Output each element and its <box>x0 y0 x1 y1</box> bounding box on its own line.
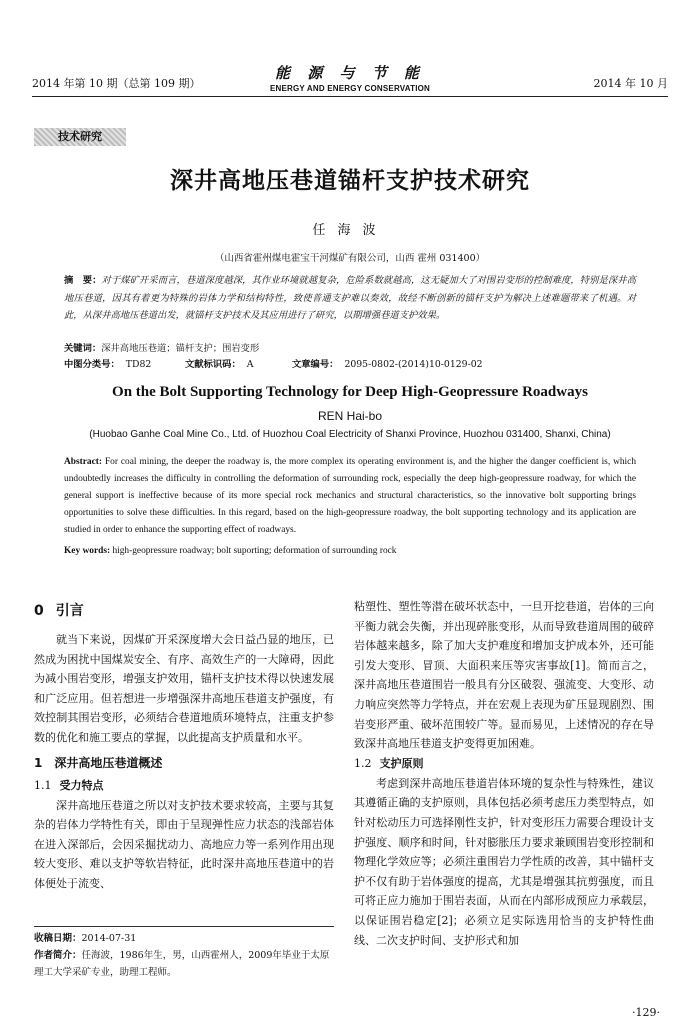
abstract-en-text: For coal mining, the deeper the roadway is, the more complex its operating environment is, and the higher the danger coefficient is, which undoubtedly increases the difficulty in controlling the deformation of surrounding rock, especially the deep high-geopressure roadway, for which the general support is ineffective because of its more special rock mechanics and structural characteristics, so the innovative bolt supporting brings opportunities to solve these difficulties. In this regard, based on the high-geopressure roadway, the bolt supporting technology and its application are studied in order to enhance the supporting effect of roadways. <box>64 457 637 535</box>
section-tag: 技术研究 <box>34 128 126 146</box>
author-bio-label: 作者简介： <box>34 950 82 961</box>
section-heading: 0 引言 <box>34 603 84 619</box>
footnote <box>34 930 334 981</box>
paper-title: 深井高地压巷道锚杆支护技术研究 <box>170 168 530 194</box>
clc-label: 中图分类号： <box>64 359 120 370</box>
abstract-cn-label: 摘 要： <box>64 275 102 286</box>
keywords-en-label: Key words: <box>64 546 111 556</box>
running-header <box>32 62 668 96</box>
paper-title-en: On the Bolt Supporting Technology for Deep High-Geopressure Roadways <box>112 384 588 400</box>
abstract-cn <box>64 272 636 325</box>
clc-value: TD82 <box>125 359 152 370</box>
keywords-cn-label: 关键词： <box>64 343 102 354</box>
section-heading: 1 深井高地压巷道概述 <box>34 755 163 770</box>
body-paragraph: 就当下来说，因煤矿开采深度增大会日益凸显的地压，已然成为困扰中国煤炭安全、有序、高效生产的一大障碍，因此为减小围岩变形，增强支护效用，锚杆支护技术得以快速发展和广泛应用。但若想进一步增强深井高地压巷道支护强度，有效控制其围岩变形，必须结合巷道地质环境特点，注重支护参数的优化和施工要点的掌握，以此提高支护质量和水平。 <box>34 633 334 744</box>
classification-meta <box>64 357 636 372</box>
footnote-rule <box>34 926 334 927</box>
received-label: 收稿日期： <box>34 933 82 944</box>
author-affiliation-en: (Huobao Ganhe Coal Mine Co., Ltd. of Huozhou Coal Electricity of Shanxi Province, Huozhou 031400, Shanxi, China) <box>89 429 611 440</box>
doc-code-value: A <box>246 359 254 370</box>
keywords-en-text: high-geopressure roadway; bolt suporting; deformation of surrounding rock <box>112 546 397 556</box>
body-paragraph: 考虑到深井高地压巷道岩体环境的复杂性与特殊性，建议其遵循正确的支护原则，具体包括必须考虑压力类型特点，如针对松动压力可选择刚性支护，针对变形压力需要合理设计支护强度、顺序和时间，针对膨胀压力要求兼顾围岩变形控制和物理化学效应等；必须注重围岩力学性质的改善，其中锚杆支护不仅有助于岩体强度的提高，尤其是增强其抗剪强度，而且可将正应力施加于围岩表面，从而在内部形成预应力承载层，以保证围岩稳定[2]；必须立足实际选用恰当的支护特性曲线、二次支护时间、支护形式和加 <box>354 776 654 947</box>
author-bio: 任海波，1986年生，男，山西霍州人，2009年毕业于太原理工大学采矿专业，助理工程师。 <box>34 950 330 978</box>
journal-masthead <box>32 62 668 93</box>
journal-name-en: ENERGY AND ENERGY CONSERVATION <box>269 84 431 93</box>
author-name: 任海波 <box>312 223 388 238</box>
article-no-value: 2095-0802-(2014)10-0129-02 <box>344 359 483 370</box>
body-column-right <box>354 597 654 950</box>
abstract-en-label: Abstract: <box>64 457 103 467</box>
body-column-left <box>34 600 334 894</box>
author-affiliation: （山西省霍州煤电霍宝干河煤矿有限公司，山西 霍州 031400） <box>214 253 486 264</box>
keywords-en <box>64 546 636 556</box>
body-paragraph: 粘塑性、塑性等潜在破坏状态中，一旦开挖巷道，岩体的三向平衡力就会失衡，并出现碎胀变形，从而导致巷道周围的破碎岩体越来越多，除了加大支护难度和增加支护成本外，还可能引发大变形、冒顶、大面积来压等灾害事故[1]。简而言之，深井高地压巷道围岩一般具有分区破裂、强流变、大变形、动力响应突然等力学特点，并在宏观上表现为矿压显现剧烈、围岩变形严重、破坏范围较广等。显而易见，上述情况的存在导致深井高地压巷道支护变得更加困难。 <box>354 600 654 751</box>
issue-date: 2014 年 10 月 <box>593 77 668 90</box>
keywords-cn <box>64 341 636 356</box>
subsection-heading: 1.2 支护原则 <box>354 756 424 770</box>
article-no-label: 文章编号： <box>291 359 339 370</box>
doc-code-label: 文献标识码： <box>184 359 241 370</box>
journal-name-cn: 能 源 与 节 能 <box>275 64 425 82</box>
keywords-cn-text: 深井高地压巷道；锚杆支护；围岩变形 <box>101 343 260 354</box>
page-number: ·129· <box>632 1006 660 1019</box>
body-paragraph: 深井高地压巷道之所以对支护技术要求较高，主要与其复杂的岩体力学特性有关，即由于呈现弹性应力状态的浅部岩体在进入深部后，会因采掘扰动力、高地应力等一系列作用出现较大变形、难以支护等软岩特征，此时深井高地压巷道中的岩体便处于流变、 <box>34 798 334 890</box>
subsection-heading: 1.1 受力特点 <box>34 778 104 792</box>
header-rule <box>32 96 668 97</box>
received-date: 2014-07-31 <box>81 933 137 944</box>
abstract-en <box>64 454 636 539</box>
issue-info: 2014 年第 10 期（总第 109 期） <box>32 77 201 90</box>
author-name-en: REN Hai-bo <box>317 409 383 423</box>
abstract-cn-text: 对于煤矿开采而言，巷道深度越深，其作业环境就越复杂，危险系数就越高，这无疑加大了对围岩变形的控制难度，特别是深井高地压巷道，因其有着更为特殊的岩体力学和结构特性，致使普通支护难以奏效，故经不断创新的锚杆支护为解决上述难题带来了机遇。对此，从深井高地压巷道出发，就锚杆支护技术及其应用进行了研究，以期增强巷道支护效果。 <box>64 275 636 321</box>
